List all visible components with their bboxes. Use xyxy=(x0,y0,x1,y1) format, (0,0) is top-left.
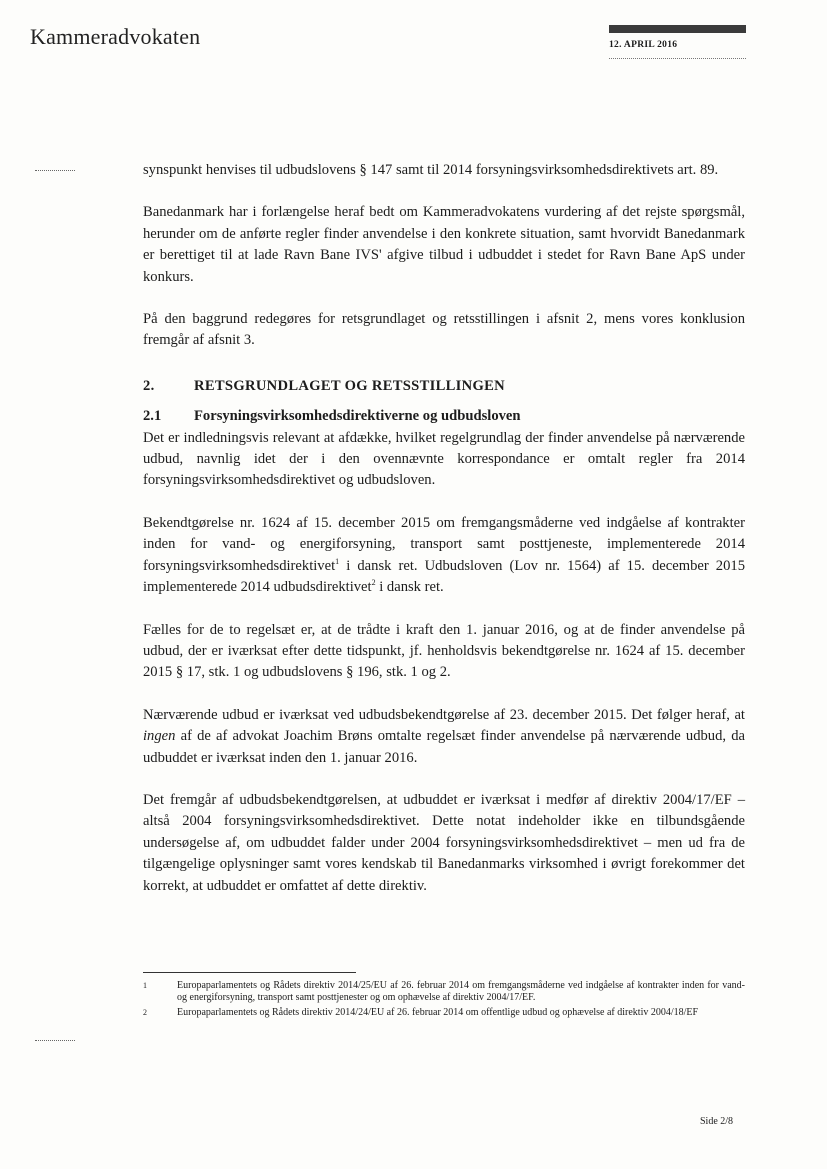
date-divider xyxy=(609,58,746,59)
subsection-title: Forsyningsvirksomhedsdirektiverne og udbudsloven xyxy=(194,408,521,425)
emphasis-ingen: ingen xyxy=(143,728,176,745)
paragraph-8: Det fremgår af udbudsbekendtgørelsen, at udbuddet er iværksat i medfør af direktiv 2004/17/EF – altså 2004 forsyningsvirksomhedsdirektivet. Dette notat indeholder ikke en tilbundsgående undersøgelse af, om udbuddet falder under 2004 forsyningsvirksomhedsdirektivet – men ud fra de tilgængelige oplysninger samt vores kendskab til Banedanmarks virksomhed i øvrigt forekommer det korrekt, at udbuddet er omfattet af dette direktiv. xyxy=(143,791,745,894)
footnote-ref-1[interactable]: 1 xyxy=(335,556,340,566)
section-heading-2 xyxy=(143,376,745,397)
paragraph-5-part-b: i dansk ret. Udbudsloven (Lov nr. 1564) af 15. december 2015 implementerede 2014 udbudsdirektivet xyxy=(143,557,745,596)
paragraph-5 xyxy=(143,513,745,599)
document-body xyxy=(143,160,745,897)
margin-marker-bottom xyxy=(35,1040,75,1041)
section-number: 2. xyxy=(143,377,155,394)
margin-marker-top xyxy=(35,170,75,171)
date-box xyxy=(609,25,746,59)
footnote-separator xyxy=(143,972,356,973)
footnote-text: Europaparlamentets og Rådets direktiv 2014/25/EU af 26. februar 2014 om fremgangsmåderne ved indgåelse af kontrakter inden for vand- og energiforsyning, transport samt posttjenester og om ophævelse af direktiv 2004/17/EF. xyxy=(177,980,745,1003)
paragraph-1: synspunkt henvises til udbudslovens § 147 samt til 2014 forsyningsvirksomhedsdirektivets art. 89. xyxy=(143,162,719,178)
footnote-1 xyxy=(143,980,745,1004)
footnote-2 xyxy=(143,1007,745,1019)
page-number: Side 2/8 xyxy=(700,1116,734,1127)
document-date: 12. APRIL 2016 xyxy=(609,40,678,50)
paragraph-7-part-a: Nærværende udbud er iværksat ved udbudsbekendtgørelse af 23. december 2015. Det følger heraf, at xyxy=(143,706,745,723)
paragraph-4: Det er indledningsvis relevant at afdække, hvilket regelgrundlag der finder anvendelse på nærværende udbud, navnlig idet der i den ovennævnte korrespondance er omtalt regler fra 2014 forsyningsvirksomhedsdirektivet og udbudsloven. xyxy=(143,429,745,489)
footnote-number: 1 xyxy=(143,981,147,990)
paragraph-6: Fælles for de to regelsæt er, at de trådte i kraft den 1. januar 2016, og at de finder anvendelse på udbud, der er iværksat efter dette tidspunkt, jf. henholdsvis bekendtgørelse nr. 1624 af 15. december 2015 § 17, stk. 1 og udbudslovens § 196, stk. 1 og 2. xyxy=(143,621,745,681)
paragraph-5-part-c: i dansk ret. xyxy=(375,579,444,596)
footnote-number: 2 xyxy=(143,1008,147,1017)
paragraph-5-part-a: Bekendtgørelse nr. 1624 af 15. december 2015 om fremgangsmåderne ved indgåelse af kontrakter inden for vand- og energiforsyning, transport samt posttjeneste, implementerede 2014 forsyningsvirksomhedsdirektivet xyxy=(143,514,745,574)
kammeradvokaten-logo: Kammeradvokaten xyxy=(30,24,201,49)
paragraph-7 xyxy=(143,705,745,769)
subsection-number: 2.1 xyxy=(143,408,162,425)
paragraph-7-part-b: af de af advokat Joachim Brøns omtalte regelsæt finder anvendelse på nærværende udbud, da udbuddet er iværksat inden den 1. januar 2016. xyxy=(143,728,745,766)
section-title: RETSGRUNDLAGET OG RETSSTILLINGEN xyxy=(194,377,506,394)
footnotes xyxy=(143,980,745,1022)
date-bar xyxy=(609,25,746,33)
paragraph-2: Banedanmark har i forlængelse heraf bedt om Kammeradvokatens vurdering af det rejste spørgsmål, herunder om de anførte regler finder anvendelse i den konkrete situation, samt hvorvidt Banedanmark er berettiget til at lade Ravn Bane IVS' afgive tilbud i udbuddet i stedet for Ravn Bane ApS under konkurs. xyxy=(143,204,745,285)
footnote-ref-2[interactable]: 2 xyxy=(371,578,376,588)
footnote-text: Europaparlamentets og Rådets direktiv 2014/24/EU af 26. februar 2014 om offentlige udbud og ophævelse af direktiv 2004/18/EF xyxy=(177,1007,699,1018)
subsection-heading-2-1 xyxy=(143,406,745,427)
paragraph-3: På den baggrund redegøres for retsgrundlaget og retsstillingen i afsnit 2, mens vores konklusion fremgår af afsnit 3. xyxy=(143,311,745,349)
